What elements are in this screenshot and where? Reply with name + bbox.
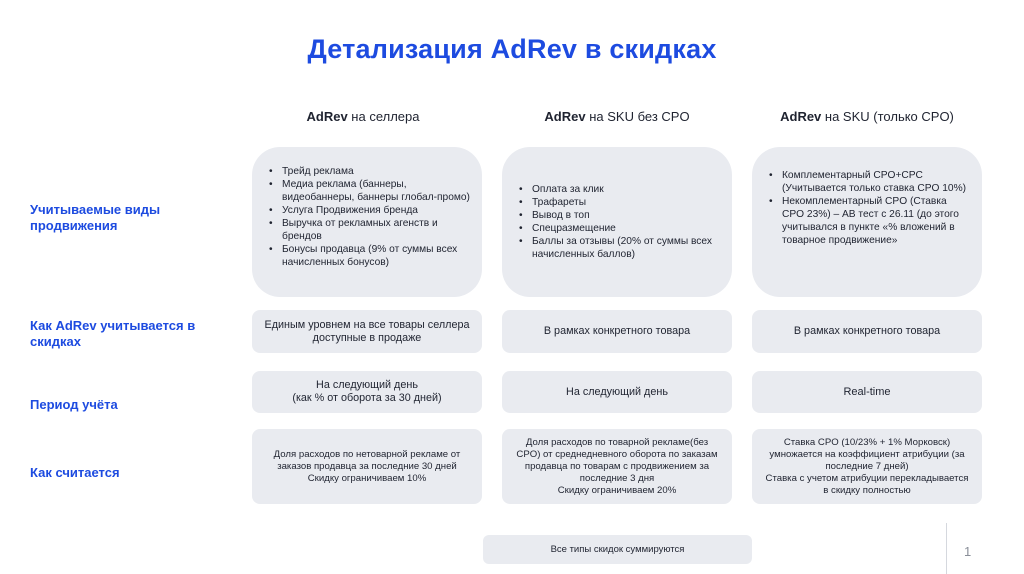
column-header-sku-no-cpo <box>502 109 732 124</box>
list-item: • Трафареты <box>518 196 720 209</box>
period-sku-no-cpo-box <box>502 371 732 413</box>
column-header-bold: AdRev <box>544 109 586 124</box>
list-item: • Бонусы продавца (9% от суммы всех начисленных бонусов) <box>268 243 470 269</box>
list-item: • Трейд реклама <box>268 165 470 178</box>
column-header-rest: на SKU (только CPO) <box>821 109 954 124</box>
list-item: • Некомплементарный CPO (Ставка CPO 23%) – АВ тест с 26.11 (до этого учитывался в пункте «% вложений в товарное продвижение» <box>768 195 970 247</box>
discount-accounting-sku-cpo-only-box <box>752 310 982 353</box>
column-header-seller <box>248 109 478 124</box>
period-seller-box <box>252 371 482 413</box>
column-header-sku-cpo-only <box>752 109 982 124</box>
divider-line <box>946 523 947 574</box>
row-label-period: Период учёта <box>30 397 118 412</box>
calculation-sku-cpo-only-box <box>752 429 982 504</box>
list-item: • Выручка от рекламных агенств и брендов <box>268 217 470 243</box>
page-title: Детализация AdRev в скидках <box>307 34 717 64</box>
discount-accounting-sku-no-cpo-box <box>502 310 732 353</box>
list-item: • Медиа реклама (баннеры, видеобаннеры, баннеры глобал-промо) <box>268 178 470 204</box>
list-item: • Комплементарный CPO+CPC (Учитывается только ставка CPO 10%) <box>768 169 970 195</box>
cell-text: Real-time <box>843 385 891 398</box>
list-item: • Спецразмещение <box>518 222 720 235</box>
promo-list-seller <box>268 165 470 269</box>
promo-types-sku-no-cpo-box <box>502 147 732 297</box>
list-item: • Оплата за клик <box>518 183 720 196</box>
list-item: • Баллы за отзывы (20% от суммы всех начисленных баллов) <box>518 235 720 261</box>
cell-text: Доля расходов по нетоварной рекламе от заказов продавца за последние 30 дней Скидку ограничиваем 10% <box>273 448 461 484</box>
row-label-discount-accounting: Как AdRev учитывается в скидках <box>30 318 196 349</box>
period-sku-cpo-only-box <box>752 371 982 413</box>
discount-accounting-seller-box <box>252 310 482 353</box>
cell-text: На следующий день (как % от оборота за 30 дней) <box>292 379 442 404</box>
row-label-promotion-types: Учитываемые виды продвижения <box>30 202 161 233</box>
cell-text: На следующий день <box>566 385 668 398</box>
row-label-calculation: Как считается <box>30 465 120 480</box>
promo-types-sku-cpo-only-box <box>752 147 982 297</box>
cell-text: Ставка CPO (10/23% + 1% Морковск) умножается на коэффициент атрибуции (за последние 7 дней) Ставка с учетом атрибуции перекладывается в скидку полностью <box>765 436 969 496</box>
column-header-rest: на SKU без CPO <box>585 109 690 124</box>
cell-text: Доля расходов по товарной рекламе(без CPO) от среднедневного оборота по заказам продавца по товарам с продвижением за последние 3 дня Скидку ограничиваем 20% <box>516 436 718 496</box>
summary-note-text: Все типы скидок суммируются <box>550 544 685 555</box>
cell-text: В рамках конкретного товара <box>793 325 941 337</box>
calculation-sku-no-cpo-box <box>502 429 732 504</box>
column-header-bold: AdRev <box>780 109 822 124</box>
cell-text: В рамках конкретного товара <box>543 325 691 337</box>
cell-text: Единым уровнем на все товары селлера доступные в продаже <box>264 318 470 344</box>
summary-note-box <box>483 535 752 564</box>
promo-list-sku-no-cpo <box>518 183 720 261</box>
list-item: • Услуга Продвижения бренда <box>268 204 470 217</box>
column-header-bold: AdRev <box>306 109 348 124</box>
page-number: 1 <box>964 544 972 559</box>
promo-list-sku-cpo-only <box>768 169 970 247</box>
column-header-rest: на селлера <box>347 109 420 124</box>
list-item: • Вывод в топ <box>518 209 720 222</box>
promo-types-seller-box <box>252 147 482 297</box>
calculation-seller-box <box>252 429 482 504</box>
